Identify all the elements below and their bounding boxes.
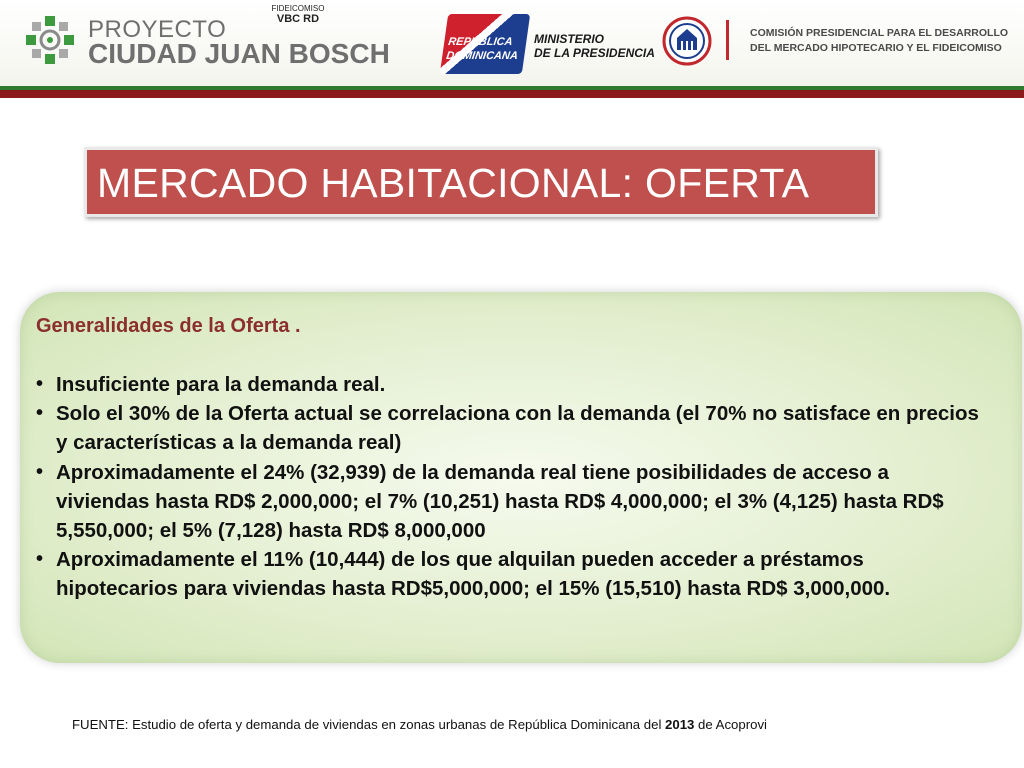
bullet-dot-icon: • bbox=[36, 460, 44, 483]
bullet-text: Aproximadamente el 24% (32,939) de la demanda real tiene posibilidades de acceso a viviendas hasta RD$ 2,000,000; el 7% (10,251) hasta RD$ 4,000,000; el 3% (4,125) hasta RD$ 5,550,000; el 5% (7,128) hasta RD$ 8,000,000 bbox=[56, 460, 944, 543]
flag-line-1: REPÚBLICA bbox=[447, 36, 514, 48]
comision-line-2: DEL MERCADO HIPOTECARIO Y EL FIDEICOMISO bbox=[750, 42, 1002, 54]
bullet-item bbox=[30, 545, 980, 603]
source-citation bbox=[72, 717, 767, 733]
ministerio-line-1: MINISTERIO bbox=[534, 32, 605, 46]
fideicomiso-small-label: FIDEICOMISO bbox=[271, 4, 325, 13]
vbc-rd-label: VBC RD bbox=[276, 13, 320, 25]
proyecto-label: PROYECTO bbox=[88, 16, 227, 43]
comision-label bbox=[750, 26, 1008, 56]
source-suffix: de Acoprovi bbox=[694, 717, 767, 732]
fideicomiso-vbc-logo bbox=[264, 4, 332, 36]
proyecto-logo-icon bbox=[24, 14, 76, 66]
bullet-text: Aproximadamente el 11% (10,444) de los que alquilan pueden acceder a préstamos hipotecarios para viviendas hasta RD$5,000,000; el 15% (15,510) hasta RD$ 3,000,000. bbox=[56, 548, 891, 601]
government-seal-icon bbox=[662, 16, 712, 66]
bullet-dot-icon: • bbox=[36, 373, 44, 395]
source-year: 2013 bbox=[665, 717, 695, 732]
header-banner bbox=[0, 0, 1024, 86]
slide-title: MERCADO HABITACIONAL: OFERTA bbox=[97, 160, 810, 206]
content-panel bbox=[20, 292, 1022, 663]
bullet-item bbox=[30, 370, 980, 399]
slide-title-box bbox=[84, 147, 878, 217]
republica-dominicana-logo bbox=[440, 14, 530, 74]
ministerio-logo-text bbox=[534, 32, 655, 60]
bullet-item bbox=[30, 458, 980, 546]
bullet-item bbox=[30, 399, 980, 457]
ciudad-juan-bosch-label: CIUDAD JUAN BOSCH bbox=[88, 38, 390, 69]
bullet-list bbox=[30, 370, 980, 604]
header-stripe-maroon bbox=[0, 90, 1024, 98]
ministerio-line-2: DE LA PRESIDENCIA bbox=[534, 46, 655, 60]
bullet-dot-icon: • bbox=[36, 402, 44, 425]
source-prefix: FUENTE: Estudio de oferta y demanda de viviendas en zonas urbanas de República Dominicana del bbox=[72, 717, 666, 732]
flag-line-2: DOMINICANA bbox=[445, 50, 519, 62]
bullet-text: Insuficiente para la demanda real. bbox=[56, 373, 386, 396]
bullet-dot-icon: • bbox=[36, 548, 44, 571]
content-heading: Generalidades de la Oferta . bbox=[36, 315, 301, 337]
header-divider bbox=[726, 20, 729, 60]
bullet-text: Solo el 30% de la Oferta actual se correlaciona con la demanda (el 70% no satisface en precios y características a la demanda real) bbox=[56, 402, 979, 455]
comision-line-1: COMISIÓN PRESIDENCIAL PARA EL DESARROLLO bbox=[750, 27, 1009, 39]
